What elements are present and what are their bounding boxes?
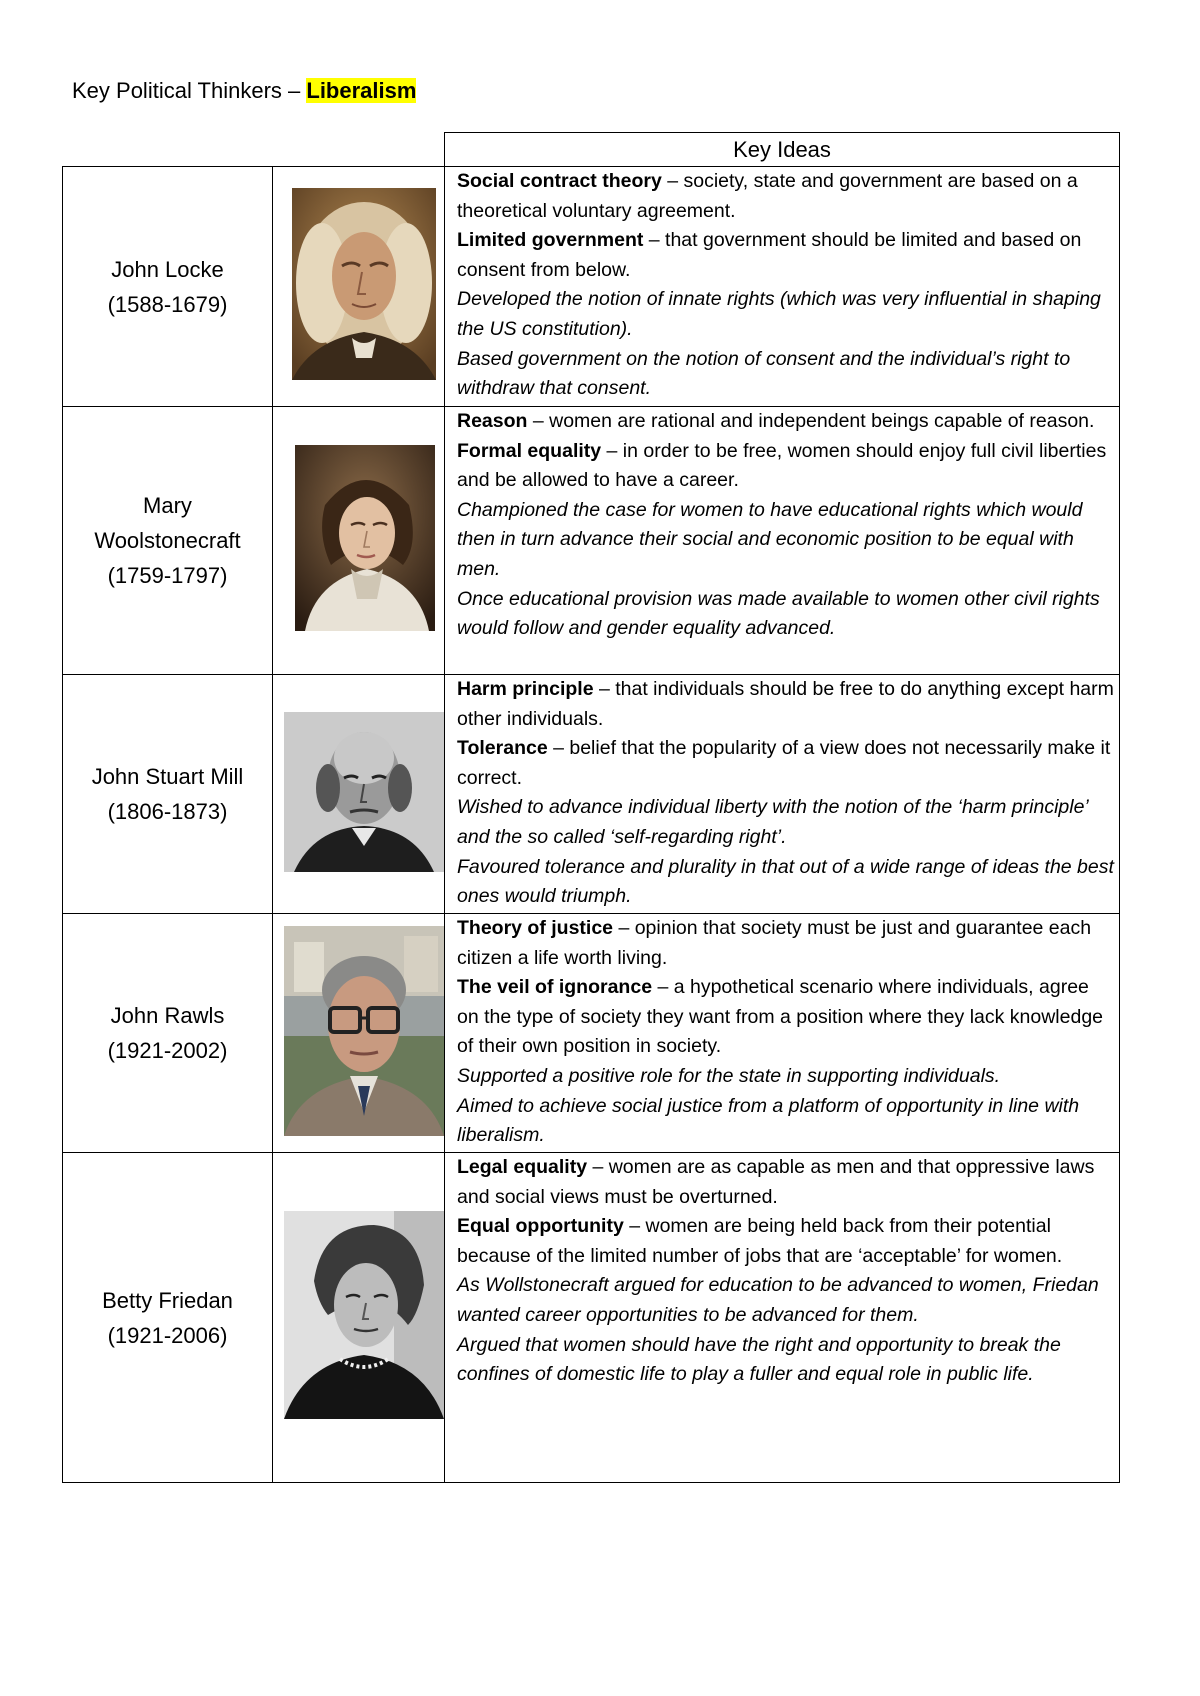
thinker-name-line: Mary bbox=[143, 493, 192, 518]
idea-term: Theory of justice bbox=[457, 917, 614, 939]
idea-term: Harm principle bbox=[457, 678, 594, 700]
idea-text: – women are rational and independent beings capable of reason. bbox=[527, 410, 1095, 432]
thinker-dates: (1588-1679) bbox=[107, 291, 228, 317]
table-row bbox=[63, 407, 1120, 675]
thinkers-table bbox=[62, 132, 1120, 1483]
portrait-mary-wollstonecraft bbox=[295, 445, 435, 631]
thinker-name-line: John Rawls bbox=[110, 1003, 225, 1028]
table-header-row bbox=[63, 133, 1120, 167]
idea-term: Limited government bbox=[457, 229, 644, 252]
thinker-name bbox=[63, 407, 273, 675]
idea-note: Argued that women should have the right and opportunity to break the confines of domestic life to play a fuller and equal role in public life. bbox=[457, 1333, 1061, 1386]
idea-note: Favoured tolerance and plurality in that out of a wide range of ideas the best ones would triumph. bbox=[457, 855, 1114, 908]
idea-text: – in order to be free, women should enjoy full civil liberties and be allowed to have a career. bbox=[457, 439, 1107, 492]
thinker-dates: (1921-2006) bbox=[107, 1322, 228, 1348]
idea-term: The veil of ignorance bbox=[457, 976, 653, 999]
idea-term: Tolerance bbox=[457, 737, 548, 760]
idea-term: Legal equality bbox=[457, 1156, 588, 1178]
thinker-dates: (1759-1797) bbox=[107, 563, 228, 588]
key-ideas-cell bbox=[445, 167, 1120, 407]
key-ideas-cell bbox=[445, 407, 1120, 675]
portrait-john-rawls bbox=[284, 926, 444, 1136]
thinker-name bbox=[63, 675, 273, 914]
key-ideas-cell bbox=[445, 1153, 1120, 1483]
thinker-name bbox=[63, 914, 273, 1153]
idea-text: – a hypothetical scenario where individuals, agree on the type of society they want from a position where they lack knowledge of their own position in society. bbox=[457, 976, 1104, 1058]
idea-term: Equal opportunity bbox=[457, 1215, 624, 1238]
title-prefix: Key Political Thinkers – bbox=[72, 78, 307, 103]
thinker-dates: (1806-1873) bbox=[107, 799, 228, 824]
portrait-john-stuart-mill bbox=[284, 712, 444, 872]
idea-term: Formal equality bbox=[457, 439, 602, 462]
portrait-john-locke bbox=[292, 188, 436, 380]
idea-note: Aimed to achieve social justice from a platform of opportunity in line with liberalism. bbox=[457, 1094, 1080, 1147]
idea-text: – women are as capable as men and that oppressive laws and social views must be overturned. bbox=[457, 1156, 1095, 1208]
idea-text: – that individuals should be free to do anything except harm other individuals. bbox=[457, 678, 1114, 730]
table-row bbox=[63, 675, 1120, 914]
idea-note: As Wollstonecraft argued for education to be advanced to women, Friedan wanted career opportunities to be advanced for them. bbox=[457, 1274, 1099, 1326]
idea-note: Based government on the notion of consent and the individual’s right to withdraw that consent. bbox=[457, 347, 1071, 400]
thinker-name bbox=[63, 1153, 273, 1483]
idea-note: Once educational provision was made available to women other civil rights would follow and gender equality advanced. bbox=[457, 587, 1100, 640]
idea-note: Supported a positive role for the state in supporting individuals. bbox=[457, 1064, 1001, 1087]
idea-note: Wished to advance individual liberty with the notion of the ‘harm principle’ and the so called ‘self-regarding right’. bbox=[457, 796, 1088, 848]
thinker-name-line: Betty Friedan bbox=[102, 1287, 233, 1313]
idea-text: – that government should be limited and based on consent from below. bbox=[457, 229, 1082, 281]
thinker-name-line: Woolstonecraft bbox=[94, 528, 241, 553]
idea-text: – belief that the popularity of a view does not necessarily make it correct. bbox=[457, 737, 1111, 789]
table-row bbox=[63, 1153, 1120, 1483]
portrait-betty-friedan bbox=[284, 1211, 444, 1419]
title-highlight: Liberalism bbox=[306, 78, 417, 103]
idea-text: – opinion that society must be just and guarantee each citizen a life worth living. bbox=[457, 917, 1092, 969]
idea-text: – society, state and government are based on a theoretical voluntary agreement. bbox=[457, 170, 1078, 222]
key-ideas-cell bbox=[445, 675, 1120, 914]
idea-term: Reason bbox=[457, 410, 528, 432]
key-ideas-header: Key Ideas bbox=[445, 133, 1120, 167]
idea-text: – women are being held back from their potential because of the limited number of jobs that are ‘acceptable’ for women. bbox=[457, 1215, 1063, 1267]
thinker-name-line: John Stuart Mill bbox=[91, 764, 244, 789]
table-row bbox=[63, 167, 1120, 407]
key-ideas-cell bbox=[445, 914, 1120, 1153]
thinker-dates: (1921-2002) bbox=[107, 1038, 228, 1063]
thinker-name bbox=[63, 167, 273, 407]
table-row bbox=[63, 914, 1120, 1153]
page-title bbox=[72, 76, 416, 106]
idea-term: Social contract theory bbox=[457, 170, 662, 192]
idea-note: Developed the notion of innate rights (which was very influential in shaping the US constitution). bbox=[457, 288, 1101, 340]
thinker-name-line: John Locke bbox=[111, 256, 224, 282]
idea-note: Championed the case for women to have educational rights which would then in turn advance their social and economic position to be equal with men. bbox=[457, 498, 1083, 580]
